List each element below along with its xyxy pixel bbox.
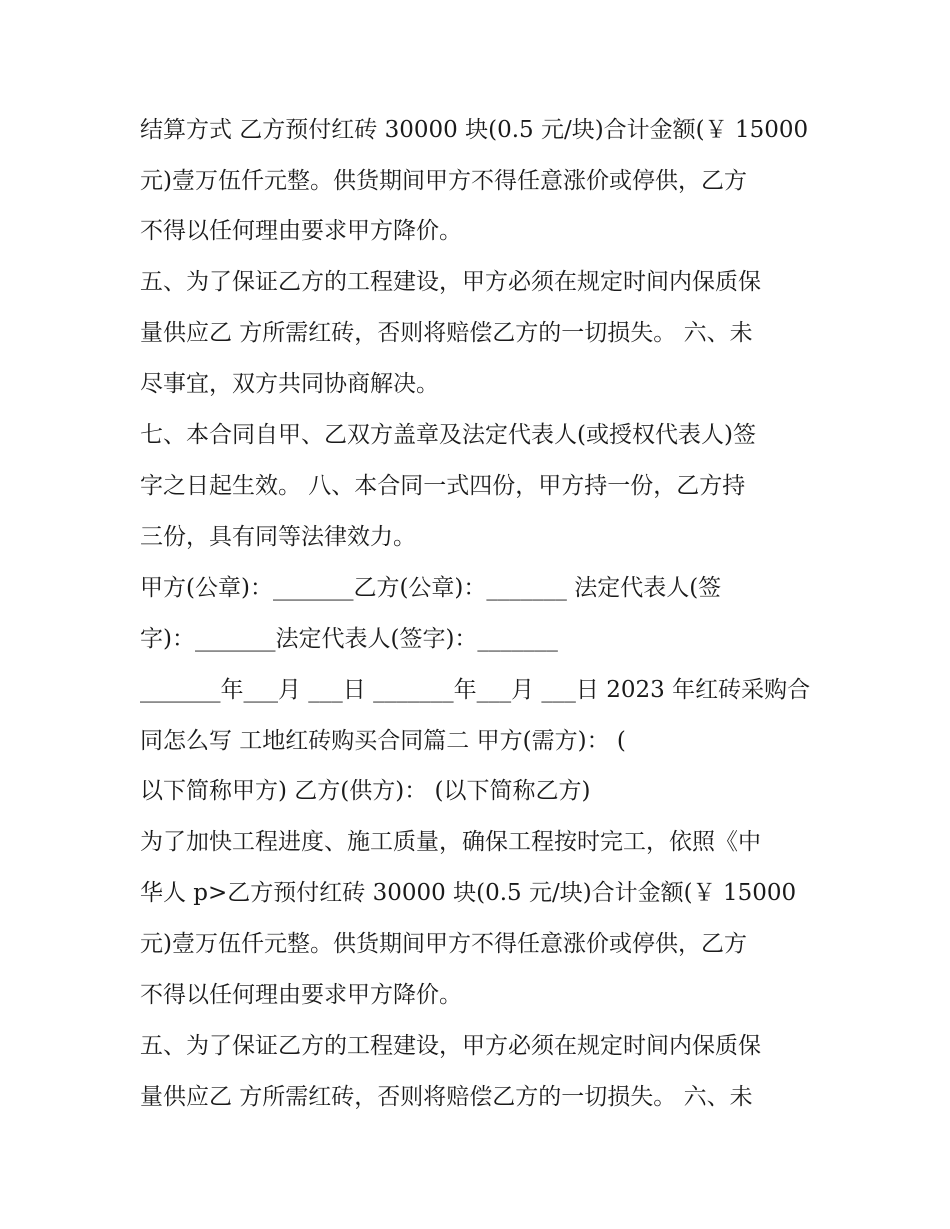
text-line: 元)壹万伍仟元整。供货期间甲方不得任意涨价或停供，乙方: [140, 168, 747, 194]
text-line: 七、本合同自甲、乙双方盖章及法定代表人(或授权代表人)签: [140, 422, 756, 448]
text-line: 不得以任何理由要求甲方降价。: [140, 218, 462, 244]
text-line: 为了加快工程进度、施工质量，确保工程按时完工，依照《中: [140, 829, 761, 855]
signature-line: 字)：_______法定代表人(签字)：_______: [140, 626, 558, 652]
text-line: 三份，具有同等法律效力。: [140, 524, 416, 550]
text-line: 同怎么写 工地红砖购买合同篇二 甲方(需方)： (: [140, 728, 626, 754]
text-line: 元)壹万伍仟元整。供货期间甲方不得任意涨价或停供，乙方: [140, 931, 747, 957]
text-line: 华人 p>乙方预付红砖 30000 块(0.5 元/块)合计金额(￥ 15000: [140, 880, 797, 906]
signature-line: 甲方(公章)：_______乙方(公章)：_______ 法定代表人(签: [140, 575, 722, 601]
text-line: 五、为了保证乙方的工程建设，甲方必须在规定时间内保质保: [140, 1033, 761, 1059]
text-line: 字之日起生效。 八、本合同一式四份，甲方持一份，乙方持: [140, 473, 746, 499]
text-line: 量供应乙 方所需红砖，否则将赔偿乙方的一切损失。 六、未: [140, 320, 753, 346]
date-line: _______年___月 ___日 _______年___月 ___日 2023 年红砖采购合: [140, 677, 811, 703]
text-line: 结算方式 乙方预付红砖 30000 块(0.5 元/块)合计金额(￥ 15000: [140, 117, 809, 143]
text-line: 尽事宜，双方共同协商解决。: [140, 371, 439, 397]
text-line: 不得以任何理由要求甲方降价。: [140, 982, 462, 1008]
text-line: 量供应乙 方所需红砖，否则将赔偿乙方的一切损失。 六、未: [140, 1084, 753, 1110]
text-line: 五、为了保证乙方的工程建设，甲方必须在规定时间内保质保: [140, 269, 761, 295]
text-line: 以下简称甲方) 乙方(供方)： (以下简称乙方): [140, 778, 591, 804]
